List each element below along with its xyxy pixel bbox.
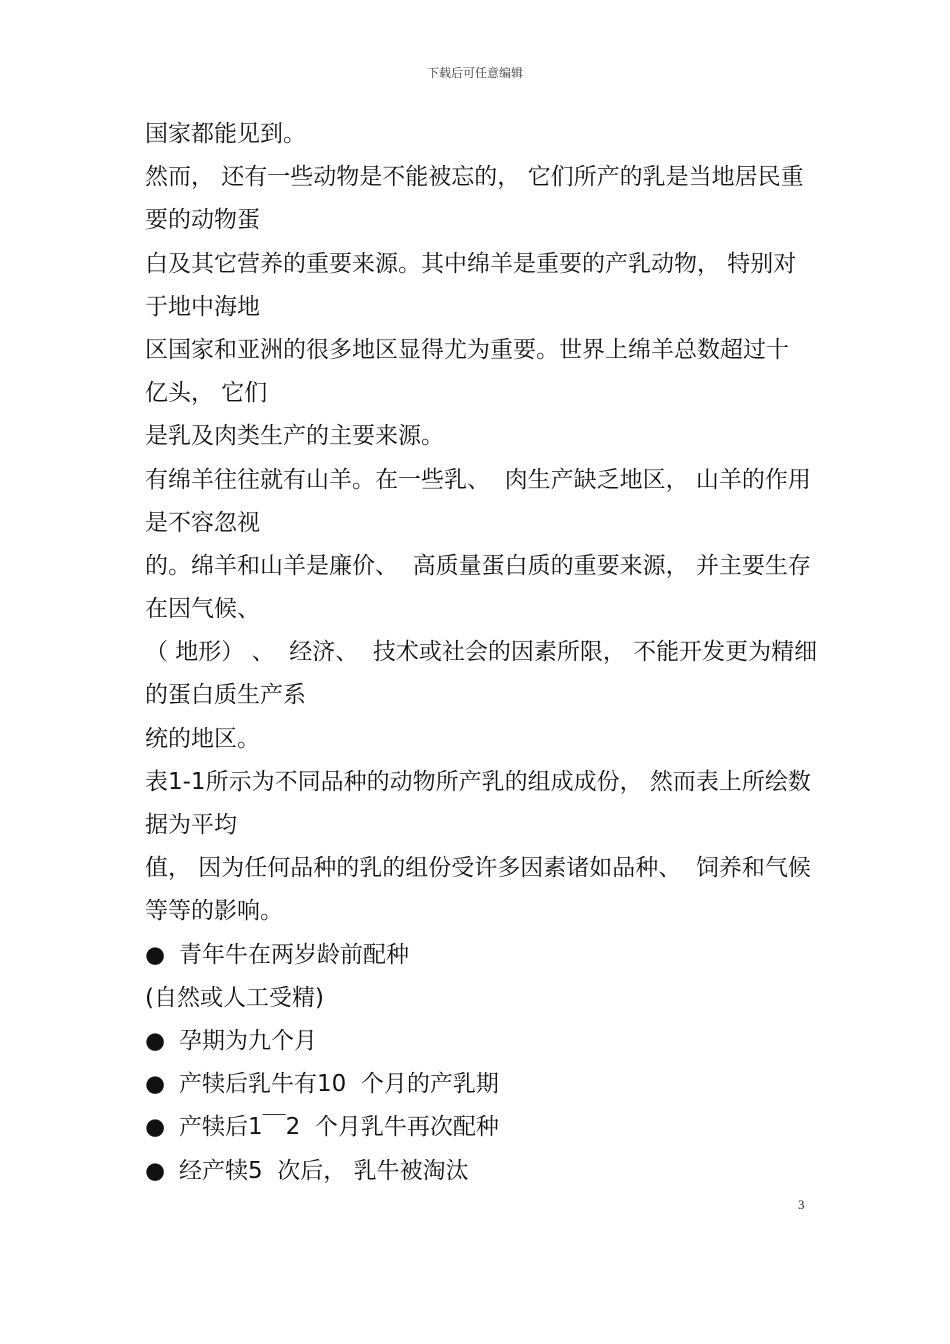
paragraph-line: 于地中海地 [145, 293, 260, 320]
paragraph-line: 亿头， 它们 [145, 380, 268, 407]
bullet-item [145, 1106, 825, 1149]
paragraph-line: 值， 因为任何品种的乳的组份受许多因素诸如品种、 饲养和气候 [145, 855, 811, 882]
bullet-icon: ● [145, 941, 166, 968]
paragraph-line: 是不容忽视 [145, 509, 260, 536]
paragraph-line: 国家都能见到。 [145, 121, 306, 147]
paragraph-line: 的。绵羊和山羊是廉价、 高质量蛋白质的重要来源， 并主要生存 [145, 552, 811, 579]
bullet-item [145, 1150, 825, 1193]
bullet-text: 孕期为九个月 [179, 1027, 317, 1054]
bullet-text: 经产犊5 次后， 乳牛被淘汰 [179, 1157, 469, 1184]
page-header: 下载后可任意编辑 [426, 66, 523, 80]
bullet-text: 产犊后1￣2 个月乳牛再次配种 [179, 1114, 499, 1141]
paragraph-line: 据为平均 [145, 812, 237, 838]
paragraph-line: 在因气候、 [145, 596, 260, 623]
paragraph-line: 区国家和亚洲的很多地区显得尤为重要。世界上绵羊总数超过十 [145, 336, 789, 363]
paragraph-line: 白及其它营养的重要来源。其中绵羊是重要的产乳动物， 特别对 [145, 250, 797, 277]
bullet-icon: ● [145, 1027, 166, 1054]
bullet-note [145, 977, 825, 1020]
paragraph-line: 统的地区。 [145, 725, 260, 752]
bullet-text: 产犊后乳牛有10 个月的产乳期 [179, 1071, 499, 1098]
paragraph-line: 然而， 还有一些动物是不能被忘的， 它们所产的乳是当地居民重 [145, 164, 804, 191]
paragraph-line: 等等的影响。 [145, 898, 283, 925]
paragraph-line: 有绵羊往往就有山羊。在一些乳、 肉生产缺乏地区， 山羊的作用 [145, 466, 811, 493]
paragraph-line: 要的动物蛋 [145, 207, 260, 234]
bullet-item [145, 1020, 825, 1063]
page-number: 3 [798, 1197, 805, 1212]
bullet-icon: ● [145, 1157, 166, 1184]
paragraph-line: 的蛋白质生产系 [145, 682, 306, 709]
bullet-item [145, 1063, 825, 1106]
paragraph-line: 表1-1所示为不同品种的动物所产乳的组成成份， 然而表上所绘数 [145, 768, 811, 795]
bullet-text: (自然或人工受精) [145, 984, 324, 1011]
bullet-icon: ● [145, 1114, 166, 1141]
bullet-text: 青年牛在两岁龄前配种 [179, 941, 409, 968]
paragraph-line: 是乳及肉类生产的主要来源。 [145, 423, 444, 450]
bullet-icon: ● [145, 1071, 166, 1098]
document-body [145, 113, 825, 1193]
bullet-item [145, 934, 825, 977]
paragraph-line: （ 地形） 、 经济、 技术或社会的因素所限， 不能开发更为精细 [145, 639, 818, 666]
